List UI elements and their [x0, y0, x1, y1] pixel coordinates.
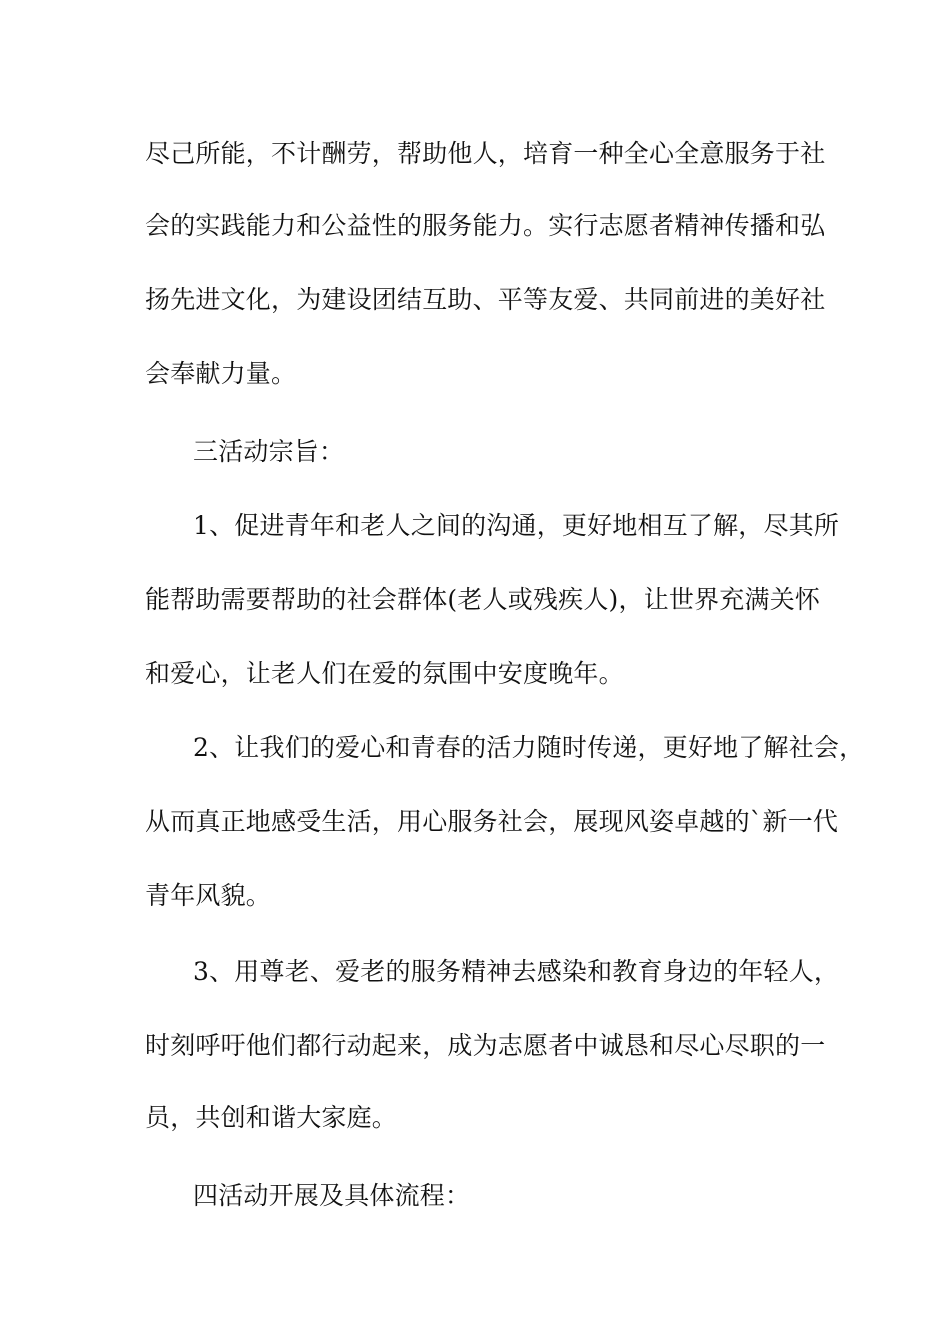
paragraph-line: 青年风貌。: [145, 881, 272, 910]
paragraph-line: 扬先进文化，为建设团结互助、平等友爱、共同前进的美好社: [145, 285, 826, 314]
paragraph-line: 2、让我们的爱心和青春的活力随时传递，更好地了解社会，: [193, 733, 865, 762]
paragraph-line: 能帮助需要帮助的社会群体(老人或残疾人)，让世界充满关怀: [145, 585, 821, 614]
paragraph-line: 会的实践能力和公益性的服务能力。实行志愿者精神传播和弘: [145, 211, 826, 240]
paragraph-line: 3、用尊老、爱老的服务精神去感染和教育身边的年轻人，: [193, 957, 840, 986]
section-heading: 三活动宗旨：: [193, 437, 345, 466]
section-heading: 四活动开展及具体流程：: [193, 1181, 471, 1210]
paragraph-line: 1、促进青年和老人之间的沟通，更好地相互了解，尽其所: [193, 511, 840, 540]
paragraph-line: 从而真正地感受生活，用心服务社会，展现风姿卓越的`新一代: [145, 807, 839, 836]
paragraph-line: 和爱心，让老人们在爱的氛围中安度晚年。: [145, 659, 624, 688]
paragraph-line: 员，共创和谐大家庭。: [145, 1103, 398, 1132]
paragraph-line: 时刻呼吁他们都行动起来，成为志愿者中诚恳和尽心尽职的一: [145, 1031, 826, 1060]
paragraph-line: 会奉献力量。: [145, 359, 297, 388]
paragraph-line: 尽己所能，不计酬劳，帮助他人，培育一种全心全意服务于社: [145, 139, 826, 168]
